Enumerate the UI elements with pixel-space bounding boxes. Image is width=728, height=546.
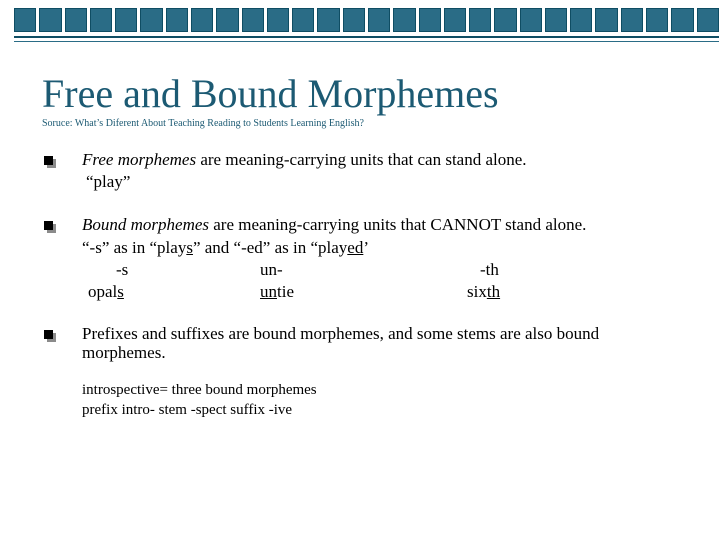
bullet-prefixes-suffixes: Prefixes and suffixes are bound morphemes, and some stems are also bound xyxy=(82,324,600,343)
example-text: opal xyxy=(88,282,118,301)
bullet-free-morphemes xyxy=(82,150,527,170)
header-decoration xyxy=(14,8,719,32)
bullet-prefixes-suffixes-cont: morphemes. xyxy=(82,343,166,362)
example-play: “play” xyxy=(86,172,131,191)
example-sixth xyxy=(467,282,500,302)
definition-text: are meaning-carrying units that CANNOT stand alone. xyxy=(209,215,587,234)
header-divider-thin xyxy=(14,41,719,42)
example-untie xyxy=(260,282,294,302)
underlined-morpheme: s xyxy=(117,282,124,301)
underlined-morpheme: th xyxy=(486,282,501,301)
term-bound-morphemes: Bound morphemes xyxy=(82,215,210,234)
example-introspective: introspective= three bound morphemes xyxy=(82,382,317,398)
example-text: tie xyxy=(277,282,294,301)
morpheme-un: un- xyxy=(260,260,283,279)
underlined-ed: ed xyxy=(347,238,364,257)
header-divider xyxy=(14,36,719,38)
underlined-morpheme: un xyxy=(260,282,277,301)
morpheme-s: -s xyxy=(116,260,129,279)
bullet-square-icon xyxy=(44,156,53,165)
underlined-s: s xyxy=(186,238,193,257)
definition-text: are meaning-carrying units that can stand alone. xyxy=(196,150,527,169)
example-text: ’ xyxy=(363,238,370,257)
bullet-square-icon xyxy=(44,330,53,339)
example-opals xyxy=(88,282,124,302)
example-plays-played xyxy=(82,238,369,258)
example-breakdown: prefix intro- stem -spect suffix -ive xyxy=(82,402,293,418)
example-text: “-s” as in “play xyxy=(82,238,187,257)
source-citation: Soruce: What’s Diferent About Teaching Reading to Students Learning English? xyxy=(42,118,364,129)
term-free-morphemes: Free morphemes xyxy=(82,150,197,169)
page-title: Free and Bound Morphemes xyxy=(42,71,499,116)
bullet-square-icon xyxy=(44,221,53,230)
example-text: six xyxy=(467,282,487,301)
morpheme-th: -th xyxy=(480,260,499,279)
bullet-bound-morphemes xyxy=(82,215,586,235)
example-text: ” and “-ed” as in “play xyxy=(192,238,348,257)
